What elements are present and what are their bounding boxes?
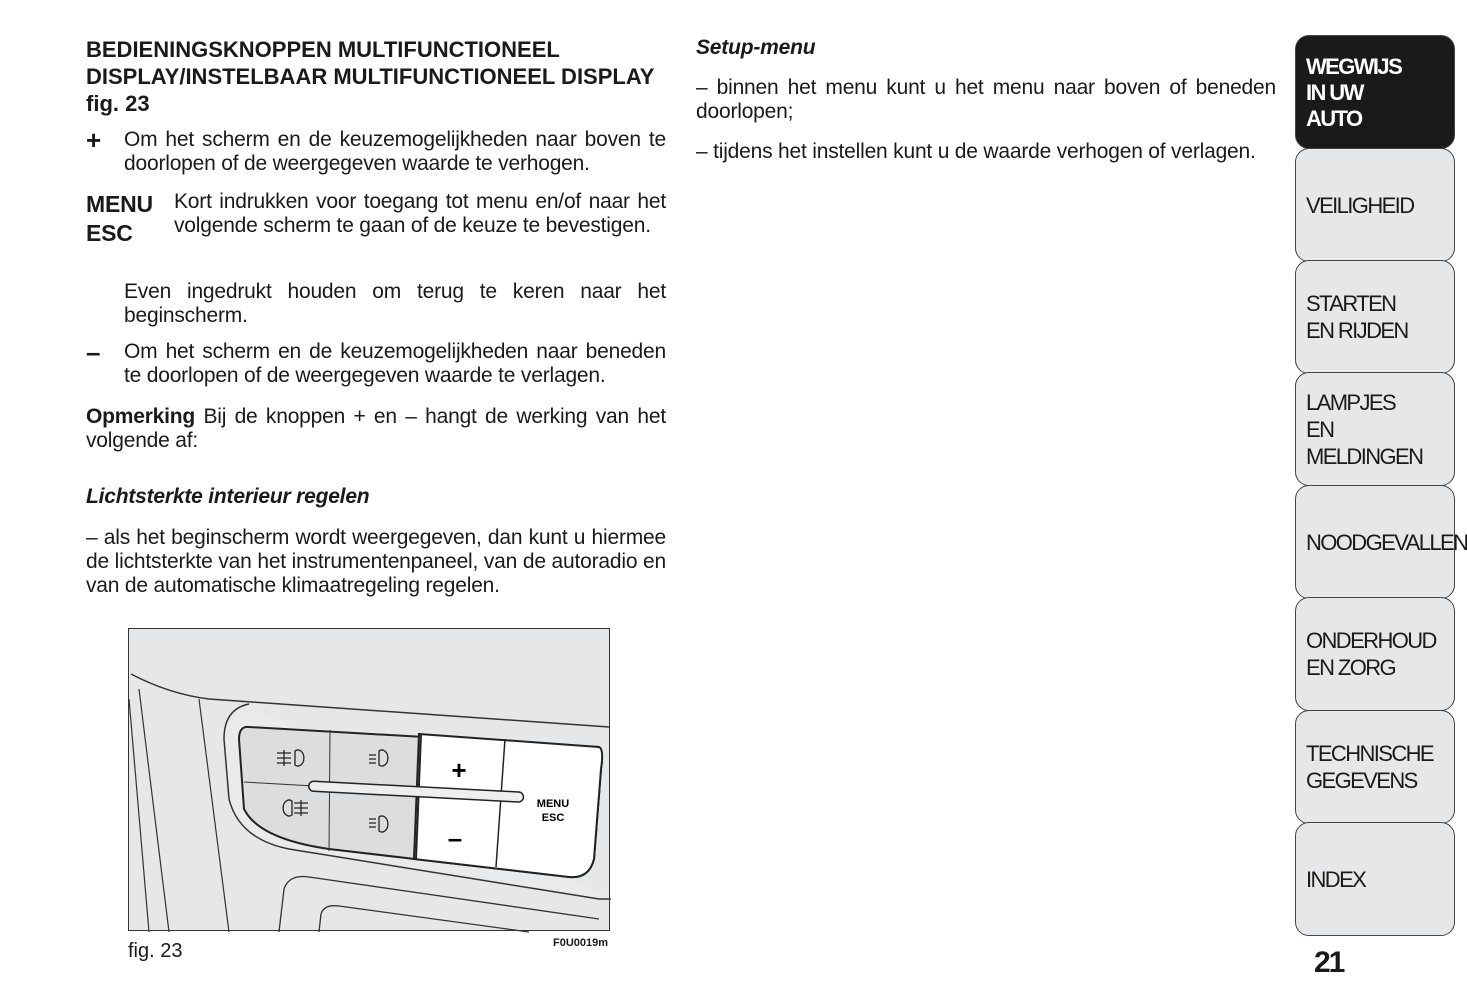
tab-label: EN MELDINGEN — [1306, 416, 1423, 469]
figure-code: F0U0019m — [553, 937, 609, 949]
minus-symbol: – — [86, 337, 101, 367]
menu-item — [86, 190, 666, 248]
minus-text: Om het scherm en de keuzemogelijkheden naar beneden te doorlopen of de weergegeven waarde te verlagen. — [124, 340, 666, 387]
plus-symbol: + — [86, 125, 101, 155]
figure-23 — [128, 628, 610, 931]
tab-onderhoud-en-zorg[interactable] — [1295, 597, 1455, 711]
tab-label: TECHNISCHE — [1306, 741, 1434, 766]
esc-button-label: ESC — [541, 812, 565, 824]
subheading-brightness: Lichtsterkte interieur regelen — [86, 485, 370, 508]
tab-label: VEILIGHEID — [1306, 192, 1414, 218]
tab-label: EN ZORG — [1306, 655, 1396, 680]
figure-caption: fig. 23 — [128, 940, 183, 962]
menu-label: MENU — [86, 191, 153, 217]
tab-technische-gegevens[interactable] — [1295, 710, 1455, 824]
tab-label: STARTEN — [1306, 291, 1396, 316]
plus-item — [86, 125, 666, 176]
tab-veiligheid[interactable] — [1295, 148, 1455, 262]
plus-button-label: + — [451, 755, 467, 785]
tab-starten-en-rijden[interactable] — [1295, 260, 1455, 374]
tab-noodgevallen[interactable] — [1295, 485, 1467, 599]
tab-wegwijs-in-uw-auto[interactable] — [1295, 35, 1455, 149]
subheading-setup-menu: Setup-menu — [696, 36, 816, 59]
right-column — [696, 36, 1276, 164]
tab-label: LAMPJES — [1306, 389, 1396, 415]
setup-item-2: – tijdens het instellen kunt u de waarde verhogen of verlagen. — [696, 140, 1256, 163]
tab-index[interactable] — [1295, 822, 1455, 936]
menu-text-2: Even ingedrukt houden om terug te keren naar het beginscherm. — [124, 280, 666, 327]
left-column — [86, 0, 666, 620]
setup-item-1: – binnen het menu kunt u het menu naar boven of beneden doorlopen; — [696, 76, 1276, 123]
menu-text: Kort indrukken voor toegang tot menu en/of naar het volgende scherm te gaan of de keuze te bevestigen. — [174, 190, 666, 237]
tab-label: AUTO — [1306, 106, 1362, 131]
tab-label: WEGWIJS — [1306, 54, 1402, 79]
tab-label: INDEX — [1306, 866, 1366, 892]
menu-esc-symbol — [86, 190, 178, 248]
minus-button-label: – — [447, 823, 463, 853]
tab-label: ONDERHOUD — [1306, 628, 1436, 653]
menu-button-label: MENU — [536, 798, 570, 810]
tab-label: GEGEVENS — [1306, 768, 1417, 793]
tab-label: EN RIJDEN — [1306, 318, 1408, 343]
tab-label: IN UW — [1306, 80, 1363, 105]
esc-label: ESC — [86, 220, 133, 246]
plus-text: Om het scherm en de keuzemogelijkheden naar boven te doorlopen of de weergegeven waarde te verhogen. — [124, 128, 666, 175]
tab-lampjes-en-meldingen[interactable] — [1295, 372, 1455, 486]
section-heading: BEDIENINGSKNOPPEN MULTIFUNCTIONEEL DISPLAY/INSTELBAAR MULTIFUNCTIONEEL DISPLAY fig. 23 — [86, 37, 654, 116]
note — [86, 405, 666, 453]
tab-label: NOODGEVALLEN — [1306, 529, 1467, 555]
brightness-text: – als het beginscherm wordt weergegeven, dan kunt u hiermee de lichtsterkte van het instrumentenpaneel, van de autoradio en van de automatische klimaatregeling regelen. — [86, 526, 666, 597]
page-number: 21 — [1314, 946, 1344, 979]
minus-item — [86, 337, 666, 388]
steering-wheel-buttons-illustration — [129, 629, 611, 932]
note-text: Bij de knoppen + en – hangt de werking van het volgende af: — [86, 405, 666, 452]
note-label: Opmerking — [86, 405, 196, 428]
